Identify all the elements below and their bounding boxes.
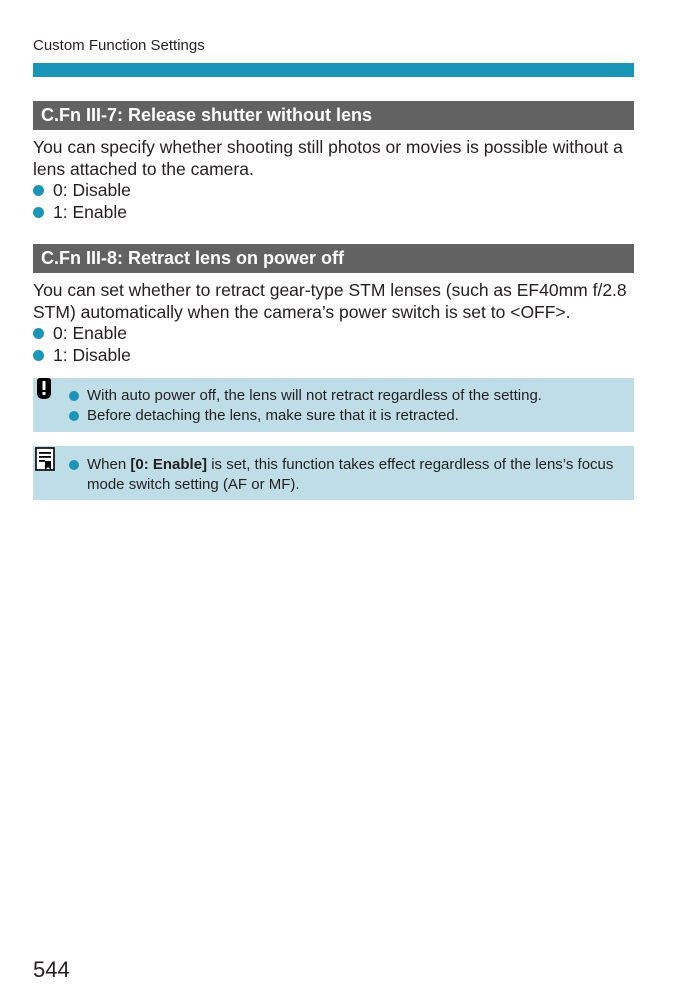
off-symbol: <OFF> <box>510 301 566 322</box>
memo-list <box>69 455 614 495</box>
list-item <box>69 455 614 495</box>
bullet-dot-icon <box>69 460 79 470</box>
bullet-dot-icon <box>33 328 44 339</box>
section-heading-release-shutter: C.Fn III-7: Release shutter without lens <box>33 101 634 130</box>
page-number: 544 <box>33 957 70 982</box>
list-item <box>33 345 131 367</box>
bullet-dot-icon <box>33 185 44 196</box>
list-item <box>33 202 131 224</box>
option-label: 0: Enable <box>53 323 127 343</box>
caution-box <box>33 378 634 432</box>
header-accent-bar <box>33 63 634 77</box>
caution-icon <box>33 378 55 402</box>
bullet-dot-icon <box>33 350 44 361</box>
option-label: 1: Disable <box>53 344 131 365</box>
section-heading-retract-lens: C.Fn III-8: Retract lens on power off <box>33 244 634 273</box>
page-header-title: Custom Function Settings <box>33 37 205 54</box>
option-label: 0: Disable <box>53 180 131 200</box>
section-description: You can set whether to retract gear-type STM lenses (such as EF40mm f/2.8 STM) automatically when the camera’s power switch is set to <OFF>. <box>33 280 627 322</box>
list-item: With auto power off, the lens will not retract regardless of the setting. <box>69 386 614 406</box>
bullet-dot-icon <box>69 411 79 421</box>
option-list <box>33 180 131 223</box>
section-description: You can specify whether shooting still photos or movies is possible without a lens attached to the camera. <box>33 137 623 179</box>
list-item <box>33 323 131 345</box>
caution-list <box>69 386 614 426</box>
option-list <box>33 323 131 366</box>
memo-box <box>33 446 634 500</box>
option-label: 1: Enable <box>53 201 127 222</box>
list-item <box>33 180 131 202</box>
memo-icon <box>34 447 56 473</box>
list-item: Before detaching the lens, make sure that it is retracted. <box>69 406 614 426</box>
bullet-dot-icon <box>69 391 79 401</box>
memo-text: When [0: Enable] is set, this function takes effect regardless of the lens’s focus mode switch setting (AF or MF). <box>87 456 614 493</box>
bullet-dot-icon <box>33 207 44 218</box>
